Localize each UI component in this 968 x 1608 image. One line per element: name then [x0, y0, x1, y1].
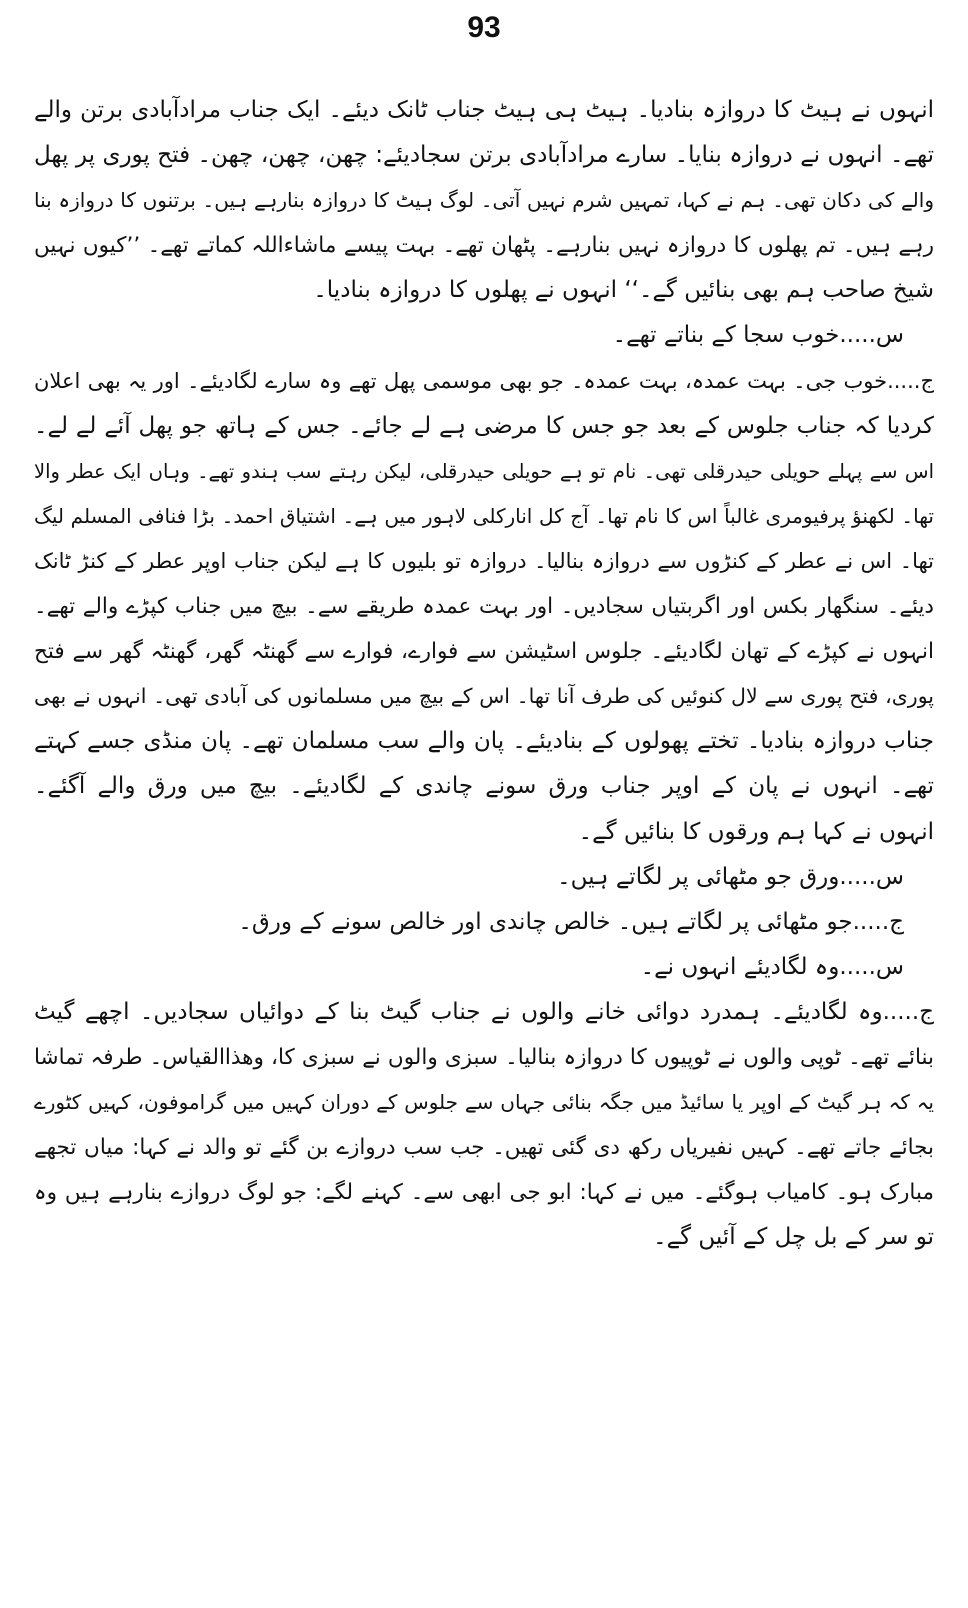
text-line: اس سے پہلے حویلی حیدرقلی تھی۔ نام تو ہے حویلی حیدرقلی، لیکن رہتے سب ہندو تھے۔ وہاں ایک عطر والا [34, 459, 934, 483]
text-line: رہے ہیں۔ تم پھلوں کا دروازہ نہیں بنارہے۔ پٹھان تھے۔ بہت پیسے ماشاءاللہ کماتے تھے۔ ’’کیوں نہیں [34, 233, 934, 259]
text-line: مبارک ہو۔ کامیاب ہوگئے۔ میں نے کہا: ابو جی ابھی سے۔ کہنے لگے: جو لوگ دروازے بنارہے ہیں وہ [34, 1180, 934, 1206]
text-line: تھے۔ انہوں نے پان کے اوپر جناب ورق سونے چاندی کے لگادیئے۔ بیچ میں ورق والے آگئے۔ [34, 773, 934, 800]
body-text [34, 88, 934, 1260]
text-line: ج.....خوب جی۔ بہت عمدہ، بہت عمدہ۔ جو بھی موسمی پھل تھے وہ سارے لگادیئے۔ اور یہ بھی اعلان [34, 368, 934, 393]
text-line: کردیا کہ جناب جلوس کے بعد جو جس کا مرضی ہے لے جائے۔ جس کے ہاتھ جو پھل آئے لے لے۔ [34, 412, 934, 439]
text-line: تھا۔ لکھنؤ پرفیومری غالباً اس کا نام تھا۔ آج کل انارکلی لاہور میں ہے۔ اشتیاق احمد۔ بڑا فنافی المسلم لیگ [34, 503, 934, 528]
text-line: انہوں نے کہا ہم ورقوں کا بنائیں گے۔ [578, 818, 934, 845]
text-line: پوری، فتح پوری سے لال کنوئیں کی طرف آنا تھا۔ اس کے بیچ میں مسلمانوں کی آبادی تھی۔ انہوں نے بھی [34, 684, 934, 709]
text-line: تو سر کے بل چل کے آئیں گے۔ [653, 1224, 934, 1251]
text-line: یہ کہ ہر گیٹ کے اوپر یا سائیڈ میں جگہ بنائی جہاں سے جلوس کے دوران کہیں میں گراموفون، کہیں کٹورے [34, 1090, 934, 1115]
page-number: 93 [467, 11, 501, 44]
text-line: والے کی دکان تھی۔ ہم نے کہا، تمہیں شرم نہیں آتی۔ لوگ ہیٹ کا دروازہ بنارہے ہیں۔ برتنوں کا دروازہ بنا [34, 188, 934, 213]
text-line: بجائے جاتے تھے۔ کہیں نفیریاں رکھ دی گئی تھیں۔ جب سب دروازے بن گئے تو والد نے کہا: میاں تجھے [34, 1135, 934, 1161]
text-line: دیئے۔ سنگھار بکس اور اگربتیاں سجادیں۔ اور بہت عمدہ طریقے سے۔ بیچ میں جناب کپڑے والے تھے۔ [34, 594, 934, 620]
text-line: بنائے تھے۔ ٹوپی والوں نے ٹوپیوں کا دروازہ بنالیا۔ سبزی والوں نے سبزی کا، وھذاالقیاس۔ طرفہ تماشا [34, 1044, 934, 1070]
text-line: تھے۔ انہوں نے دروازہ بنایا۔ سارے مرادآبادی برتن سجادیئے: چھن، چھن، چھن۔ فتح پوری پر پھل [34, 142, 934, 169]
text-line: شیخ صاحب ہم بھی بنائیں گے۔‘‘ انہوں نے پھلوں کا دروازہ بنادیا۔ [313, 277, 934, 304]
text-line: س.....ورق جو مٹھائی پر لگاتے ہیں۔ [557, 863, 904, 890]
text-line: انہوں نے ہیٹ کا دروازہ بنادیا۔ ہیٹ ہی ہیٹ جناب ٹانک دیئے۔ ایک جناب مرادآبادی برتن والے [34, 97, 934, 123]
text-line: ج.....جو مٹھائی پر لگاتے ہیں۔ خالص چاندی اور خالص سونے کے ورق۔ [238, 908, 904, 935]
text-line: س.....خوب سجا کے بناتے تھے۔ [612, 322, 904, 349]
text-line: ج.....وہ لگادیئے۔ ہمدرد دوائی خانے والوں نے جناب گیٹ بنا کے دوائیاں سجادیں۔ اچھے گیٹ [34, 998, 934, 1025]
text-line: جناب دروازہ بنادیا۔ تختے پھولوں کے بنادیئے۔ پان والے سب مسلمان تھے۔ پان منڈی جسے کہتے [34, 728, 934, 755]
text-line: تھا۔ اس نے عطر کے کنڑوں سے دروازہ بنالیا۔ دروازہ تو بلیوں کا ہے لیکن جناب اوپر عطر کے کنڑ ٹانک [34, 548, 934, 573]
text-line: س.....وہ لگادیئے انہوں نے۔ [640, 953, 904, 980]
text-line: انہوں نے کپڑے کے تھان لگادیئے۔ جلوس اسٹیشن سے فوارے، فوارے سے گھنٹہ گھر، گھنٹہ گھر سے فتح [34, 639, 934, 665]
